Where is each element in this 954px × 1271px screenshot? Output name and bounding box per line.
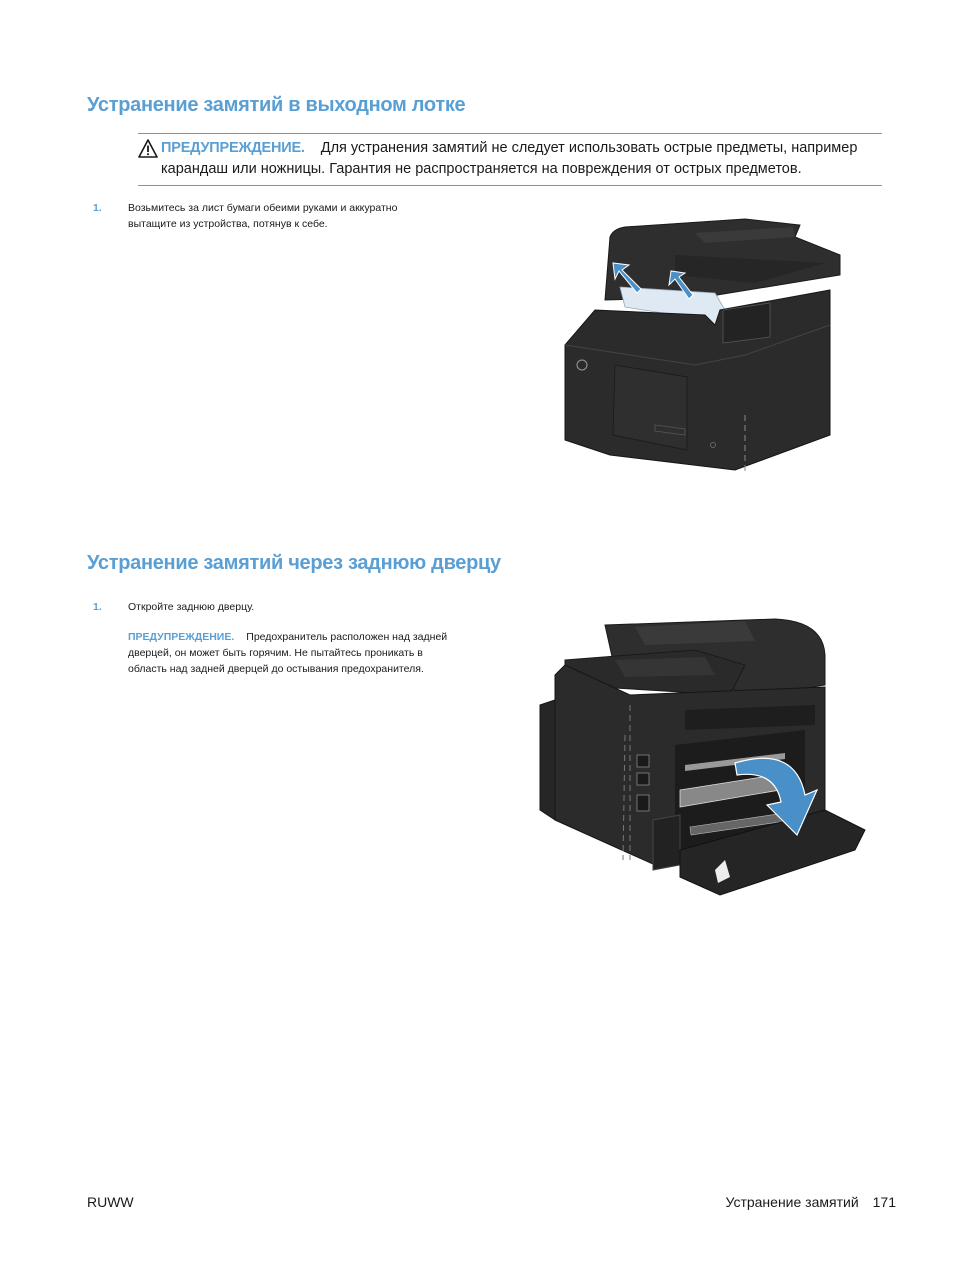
- step-1-output-tray: [93, 200, 438, 232]
- footer-page-number: 171: [872, 1194, 896, 1210]
- footer-page-info: [725, 1194, 896, 1210]
- warning-label: ПРЕДУПРЕЖДЕНИЕ.: [128, 631, 235, 643]
- printer-rear-door-open-illustration: [535, 615, 870, 900]
- footer-section-name: Устранение замятий: [725, 1194, 859, 1210]
- step-warning: [128, 629, 448, 677]
- step-number: 1.: [93, 202, 102, 214]
- warning-triangle-icon: [138, 139, 158, 158]
- printer-output-tray-jam-illustration: [555, 215, 845, 475]
- step-text: Откройте заднюю дверцу.: [128, 601, 255, 613]
- section-title-output-tray: Устранение замятий в выходном лотке: [87, 94, 466, 116]
- warning-text-line2: карандаш или ножницы. Гарантия не распространяется на повреждения от острых предметов.: [161, 161, 802, 177]
- step-number: 1.: [93, 601, 102, 613]
- warning-text: Предохранитель расположен над задней дверцей, он может быть горячим. Не пытайтесь проникать в область над задней дверцей до остывания предохранителя.: [128, 631, 448, 675]
- step-1-rear-door: [93, 599, 448, 677]
- footer-locale-code: RUWW: [87, 1194, 134, 1210]
- warning-text-line1: Для устранения замятий не следует использовать острые предметы, например: [320, 140, 858, 156]
- section-title-rear-door: Устранение замятий через заднюю дверцу: [87, 552, 501, 574]
- warning-label: ПРЕДУПРЕЖДЕНИЕ.: [161, 140, 305, 156]
- warning-box: [138, 133, 882, 186]
- step-text: Возьмитесь за лист бумаги обеими руками и аккуратно вытащите из устройства, потянув к себе.: [128, 202, 398, 230]
